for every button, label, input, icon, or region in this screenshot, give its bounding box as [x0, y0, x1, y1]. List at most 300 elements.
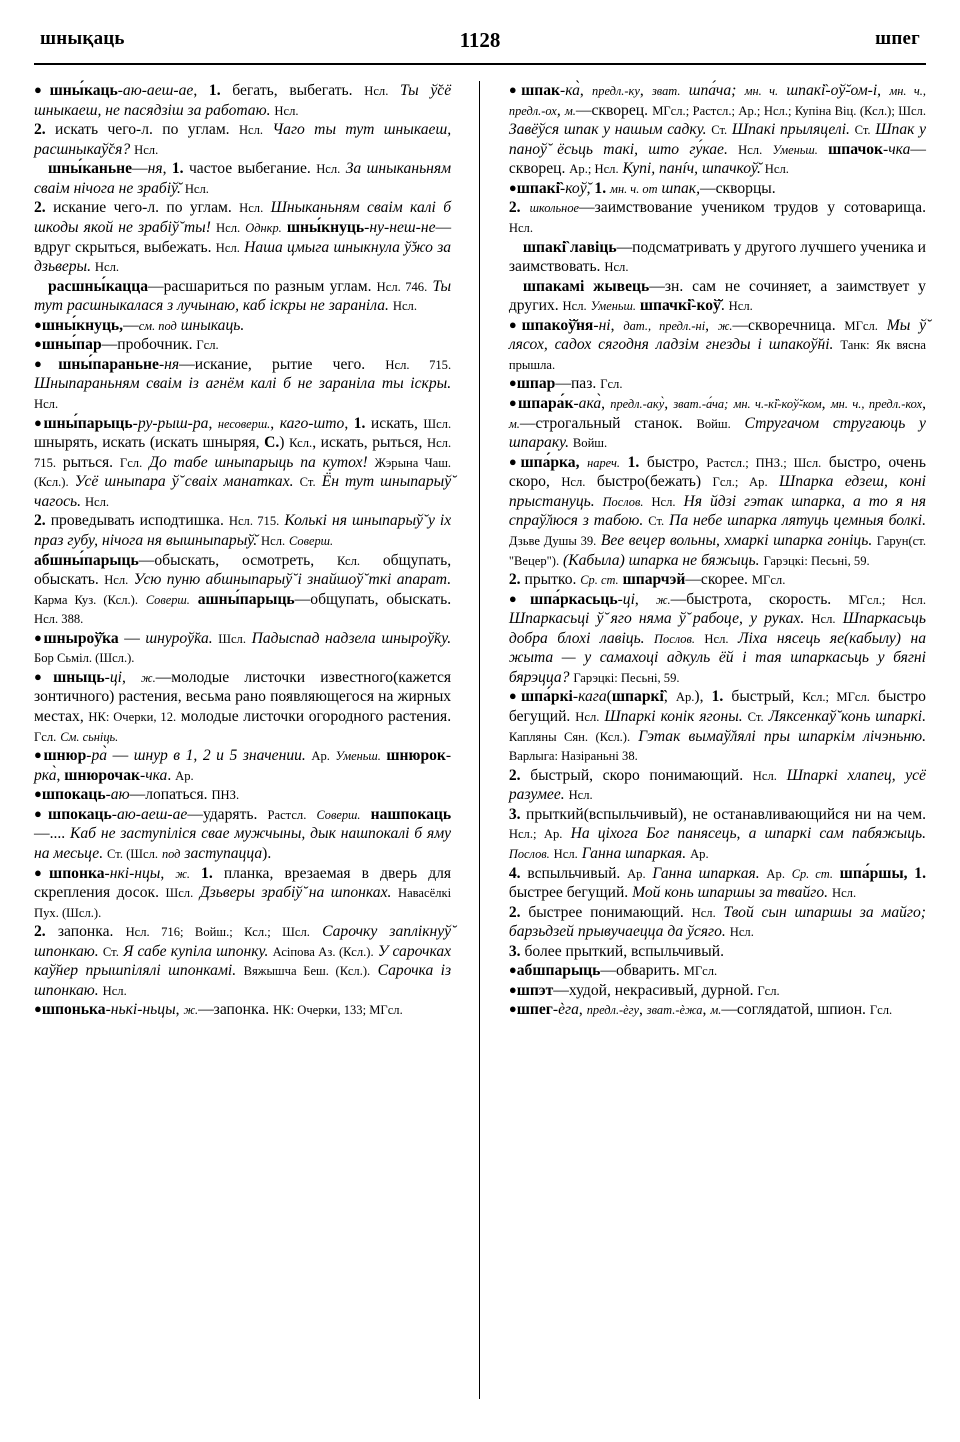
- sub-headword: шпарчэй: [622, 571, 686, 589]
- gloss-text: [562, 825, 570, 842]
- gloss-text: искание чего-л. по углам.: [45, 199, 240, 217]
- gloss-text: —лопаться.: [129, 786, 212, 804]
- gloss-text: прытко.: [520, 571, 581, 589]
- source-siglum: Ар.: [766, 866, 785, 881]
- sense-number: С.: [264, 434, 280, 452]
- grammar-label: нареч.: [587, 455, 621, 470]
- inflection: -аю-аеш-ае: [117, 82, 194, 99]
- gloss-text: быстрее понимающий.: [520, 903, 692, 921]
- headword: шпакоў̆ня: [521, 316, 594, 334]
- source-siglum: Ар.: [175, 768, 194, 783]
- gloss-text: бегать, выбегать.: [220, 82, 365, 99]
- source-siglum: Гсл.: [600, 377, 623, 392]
- gloss-text: ,: [639, 1001, 647, 1019]
- citation: Падыспад надзела шныроў̆ку.: [251, 629, 452, 647]
- header-rule: [34, 63, 926, 65]
- gloss-text: ,: [344, 414, 354, 432]
- sense-number: 2.: [508, 199, 521, 217]
- gloss-text: —: [107, 747, 134, 765]
- gloss-text: [306, 806, 316, 823]
- grammar-label: зват.-ѐжа: [646, 1003, 703, 1018]
- citation: Усю пуню абшныпарыў̆ і знайшоў̆ ткі апарат.: [133, 571, 452, 589]
- inflection: -чка: [140, 766, 168, 784]
- gloss-text: —скворцы.: [700, 179, 776, 197]
- citation: До табе шныпарыць па кутох!: [149, 453, 368, 471]
- citation: Шныпараньням сваім із агнём калі б не зараніла ты іскры.: [34, 375, 452, 393]
- source-siglum: Бор Сьміл. (Шсл.).: [34, 651, 135, 666]
- source-siglum: Ст.: [854, 123, 871, 138]
- gloss-text: ,: [556, 101, 565, 119]
- gloss-text: [645, 630, 654, 647]
- source-siglum: Нсл.: [392, 299, 417, 314]
- source-siglum: МГсл.; Нсл.: [848, 592, 926, 607]
- source-siglum: Ксл.: [336, 553, 361, 568]
- entry-bullet: ●: [34, 1001, 42, 1017]
- grammar-label: Соверш.: [316, 807, 361, 822]
- grammar-label: Однкр.: [245, 220, 282, 235]
- inflection: -ні: [593, 316, 611, 334]
- source-siglum: Шсл.: [165, 886, 194, 901]
- gloss-text: молодые листочки огородного растения.: [176, 708, 452, 725]
- source-siglum: Нсл.: [811, 612, 836, 627]
- inflection: -чка: [883, 140, 911, 158]
- source-siglum: Гарун(ст. "Вецер").: [508, 533, 926, 568]
- inflection: ня: [147, 160, 163, 178]
- source-siglum: Нсл.: [831, 886, 857, 901]
- page-number: 1128: [459, 28, 501, 52]
- citation: шнур в 1, 2 и 5 значении.: [133, 747, 306, 765]
- sense-number: 1.: [627, 453, 640, 471]
- sub-headword: шны́каньне: [48, 160, 133, 178]
- running-head: [34, 28, 926, 58]
- grammar-label: м.: [564, 103, 576, 118]
- gloss-text: ): [279, 434, 290, 452]
- gloss-text: [729, 630, 738, 647]
- grammar-label: ж.: [183, 1003, 199, 1018]
- gloss-text: [620, 454, 628, 471]
- gloss-text: [368, 454, 375, 471]
- headword: шпонька: [41, 1001, 106, 1019]
- grammar-label: предл.-ку: [592, 84, 640, 98]
- gloss-text: ,: [663, 688, 676, 706]
- citation: Шпаркасьць добра блохі лавіць.: [508, 610, 926, 647]
- entry-bullet: ●: [34, 336, 42, 352]
- source-siglum: МГсл.: [751, 573, 786, 588]
- gloss-text: [728, 141, 738, 158]
- gloss-text: [190, 865, 201, 882]
- citation: Ты ў̆сё шныкаеш, не пасядзіш за работаю.: [34, 82, 452, 119]
- citation: Каб не заступіліся свае мужчыны, дык нашпокалі б яму на месьце.: [34, 825, 452, 862]
- source-siglum: Нсл.: [568, 788, 593, 803]
- source-siglum: Нсл.: [94, 260, 120, 275]
- gloss-text: —скворец.: [575, 101, 653, 119]
- gloss-text: [878, 317, 887, 334]
- dictionary-entry: [34, 805, 451, 864]
- source-siglum: Гарэцкі: Песьні, 59.: [763, 553, 870, 568]
- source-siglum: Гсл.; Ар.: [712, 475, 768, 490]
- source-siglum: Войш.: [696, 416, 731, 431]
- inflection: -аю-аеш-ае: [111, 805, 188, 823]
- gutter-rule: [479, 81, 480, 1399]
- grammar-label: Послов.: [654, 631, 695, 646]
- citation: шпакі̏-оў̆-ом-і: [786, 82, 878, 99]
- source-siglum: Нсл.: [553, 846, 578, 861]
- gloss-text: быстрее бегущий.: [508, 884, 633, 902]
- dictionary-entry: [509, 590, 926, 688]
- sense-number: 2.: [508, 766, 521, 784]
- source-siglum: Шсл.: [423, 416, 452, 431]
- source-siglum: Капляны Сян. (Ксл.).: [508, 729, 631, 744]
- sense-number: 3.: [508, 805, 521, 823]
- grammar-label: Уменьш.: [772, 142, 818, 157]
- grammar-label: предл.-аку̀: [610, 397, 665, 411]
- sub-headword: расшны́кацца: [48, 277, 149, 295]
- dictionary-entry: [34, 81, 451, 316]
- grammar-label: Соверш.: [289, 533, 334, 548]
- gloss-text: ,: [270, 414, 280, 432]
- citation: Завёўся шпак у нашым садку.: [508, 121, 707, 139]
- column-left: [34, 81, 463, 1411]
- sense-number: 4.: [508, 864, 521, 882]
- entry-bullet: ●: [34, 805, 49, 821]
- sense-number: 1.: [711, 688, 724, 706]
- sense-number: 2.: [34, 923, 46, 941]
- running-head-right: шпег: [875, 28, 920, 49]
- gloss-text: быстро(бежать): [585, 473, 713, 491]
- source-siglum: Нсл.: [238, 123, 264, 138]
- source-siglum: Нсл.: [184, 181, 209, 196]
- gloss-text: —запонка.: [198, 1001, 274, 1019]
- source-siglum: Танк: Як вясна прышла.: [508, 338, 926, 372]
- gloss-text: ,: [56, 766, 65, 784]
- source-siglum: Нсл.: [604, 260, 629, 275]
- entry-bullet: ●: [508, 981, 517, 997]
- source-siglum: Нсл.: [728, 299, 753, 314]
- grammar-label: Послов.: [602, 494, 644, 509]
- grammar-label: зват.: [651, 84, 681, 98]
- gloss-text: .: [167, 766, 176, 784]
- gloss-text: быстрый, скоро понимающий.: [520, 766, 753, 784]
- gloss-text: [676, 493, 684, 510]
- citation: Сарочку заплікнуў̆ шпонкаю.: [34, 923, 452, 960]
- gloss-text: —скорее.: [685, 571, 752, 589]
- source-siglum: Гсл.: [869, 1003, 893, 1018]
- gloss-text: ,: [175, 1001, 184, 1019]
- sense-number: 3.: [508, 942, 521, 960]
- source-siglum: Вяжышча Беш. (Ксл.).: [243, 964, 371, 979]
- citation: Ляксенкаў̆ конь шпаркі.: [768, 708, 926, 725]
- gloss-text: вспыльчивый.: [520, 864, 628, 882]
- headword: шпак: [521, 82, 560, 99]
- citation: Шныканьням сваім калі б шкоды якой не зрабіў̆ ты!: [34, 199, 452, 236]
- inflection: -ка̀: [560, 82, 580, 99]
- gloss-text: [236, 962, 243, 979]
- headword: шны́каць: [49, 82, 118, 99]
- gloss-text: —паз.: [555, 375, 601, 393]
- entry-bullet: ●: [34, 316, 42, 332]
- gloss-text: [833, 865, 840, 882]
- source-siglum: Ар.; Нсл.: [569, 162, 619, 177]
- gloss-text: —вдруг скрыться, выбежать.: [34, 218, 452, 256]
- gloss-text: [731, 415, 745, 432]
- dictionary-entry: [509, 179, 926, 316]
- grammar-label: Ср. ст.: [791, 866, 833, 881]
- source-siglum: Нсл. 715.: [228, 514, 280, 529]
- source-siglum: Гсл.: [196, 338, 219, 353]
- source-siglum: Гарэцкі: Песьні, 59.: [573, 670, 680, 685]
- dictionary-entry: [509, 453, 926, 590]
- source-siglum: Нсл. 715.: [34, 436, 452, 470]
- source-siglum: Нсл.: [102, 983, 127, 998]
- sub-headword: абшны́парыць: [34, 551, 139, 569]
- entry-bullet: ●: [34, 414, 44, 430]
- dictionary-entry: [509, 394, 926, 453]
- gloss-text: ,: [193, 82, 209, 99]
- entry-bullet: ●: [508, 375, 517, 391]
- citation: каго-што: [279, 414, 345, 432]
- headword: шпэт: [516, 981, 554, 999]
- gloss-text: проведывать исподтишка.: [45, 512, 229, 530]
- entry-bullet: ●: [34, 786, 42, 802]
- gloss-text: запонка.: [45, 923, 126, 941]
- inflection: -нкі-нцы: [104, 864, 161, 882]
- grammar-label: мн. ч., предл.-кох: [830, 397, 923, 411]
- citation: Дзьверы зрабіў̆ на шпонках.: [199, 884, 392, 902]
- gloss-text: [818, 141, 828, 158]
- gloss-text: прыткий(вспыльчивый), не останавливающийся ни на чем.: [520, 805, 926, 823]
- gloss-text: [580, 454, 588, 471]
- dictionary-entry: [509, 1000, 926, 1020]
- source-siglum: Гсл.: [757, 983, 780, 998]
- grammar-label: мн. ч.: [744, 84, 779, 98]
- gloss-text: ,: [601, 395, 611, 412]
- source-siglum: ПНЗ.: [211, 788, 240, 803]
- gloss-text: .: [720, 297, 729, 315]
- sub-headword: шнюрочак: [64, 766, 141, 784]
- column-gutter: [463, 81, 497, 1411]
- gloss-text: общупать, обыскать.: [34, 551, 452, 589]
- dictionary-entry: [34, 335, 451, 355]
- headword: шпа́ркасьць: [530, 590, 618, 608]
- source-siglum: Жэрына Чаш. (Ксл.).: [34, 455, 452, 490]
- grammar-label: мн. ч., предл.-ох: [508, 84, 927, 118]
- gloss-text: —общупать, обыскать.: [294, 590, 452, 608]
- dictionary-entry: [509, 316, 926, 375]
- source-siglum: Нсл. 746.: [376, 279, 428, 294]
- entry-bullet: ●: [508, 453, 521, 469]
- headword: шпа́ркі: [520, 688, 573, 706]
- grammar-label: предл.-ѐгу: [586, 1003, 639, 1018]
- gloss-text: [836, 610, 843, 627]
- gloss-text: [138, 591, 146, 608]
- headword: шны́парыць: [43, 414, 133, 432]
- citation: Чаго ты тут шныкаеш, расшныкаў̆ся?: [34, 121, 452, 158]
- grammar-label: школьное: [529, 201, 580, 216]
- sub-headword: шпа́ршы,: [839, 864, 908, 882]
- dictionary-entry: [509, 687, 926, 961]
- source-siglum: Нсл.: [691, 905, 716, 920]
- dictionary-entry: [34, 1000, 451, 1020]
- gloss-text: искать чего-л. по углам.: [45, 121, 239, 139]
- headword: шпа́рка,: [520, 453, 580, 471]
- source-siglum: Ст.: [299, 475, 316, 490]
- source-siglum: Ст.: [648, 514, 665, 529]
- source-siglum: МГсл.: [683, 964, 718, 979]
- gloss-text: —зн. сам не сочиняет, а заимствует у других.: [508, 277, 926, 315]
- citation: заступацца: [184, 844, 263, 862]
- sub-headword: шпакі̏ лавіць: [522, 238, 617, 256]
- grammar-label: Ср. ст.: [580, 573, 619, 588]
- citation: Ня йдзі гэтак шпарка, а то я ня спраў̆люся з табою.: [508, 492, 926, 530]
- citation: Гэтак вымаў̆лялі пры шпаркім лічэньню.: [638, 727, 926, 745]
- entry-bullet: ●: [34, 747, 44, 763]
- gloss-text: ,: [122, 668, 142, 686]
- source-siglum: Ар.: [690, 846, 709, 861]
- gloss-text: —быстрота, скорость.: [670, 590, 849, 608]
- dictionary-entry: [34, 785, 451, 805]
- entry-bullet: ●: [508, 82, 522, 97]
- source-siglum: Нсл.: [561, 475, 586, 490]
- gloss-text: —....: [34, 825, 71, 843]
- citation: За шныканьням сваім нічога не зрабіў̆.: [34, 160, 452, 197]
- grammar-label: под: [161, 846, 181, 861]
- citation: Шпаркі хлапец, усё разумее.: [508, 766, 926, 804]
- citation: Ганна шпаркая.: [652, 864, 760, 882]
- citation: шныкаць.: [180, 316, 245, 334]
- source-siglum: Нсл.: [752, 768, 777, 783]
- entry-bullet: ●: [34, 629, 44, 645]
- gloss-text: ,: [208, 414, 218, 432]
- citation: Вее вецер вольны, хмаркі шпарка гоніць.: [600, 531, 873, 549]
- source-siglum: Нсл.: [651, 494, 676, 509]
- citation: Шпак у паноў̆ ёсьць такі, што гу́кае.: [508, 121, 926, 158]
- headword: шны́параньне: [58, 355, 159, 373]
- citation: Наша цмыга шныкнула ў̆жо за дзьверы.: [34, 238, 452, 276]
- gloss-text: ,: [877, 82, 890, 99]
- gloss-text: —соглядатой, шпион.: [721, 1001, 870, 1019]
- gloss-text: быстро бегущий.: [508, 688, 926, 725]
- citation: Шпаркасьці ў̆ яго няма ў̆ рабоце, у руках.: [508, 610, 805, 628]
- gloss-text: —ударять.: [187, 805, 268, 823]
- gloss-text: [695, 630, 704, 647]
- inflection: -ра̀: [86, 747, 108, 765]
- headword: шныроў̆ка: [43, 629, 119, 647]
- source-siglum: Нсл. 715.: [385, 357, 452, 372]
- gloss-text: —обыскать, осмотреть,: [138, 551, 337, 569]
- gloss-text: —подсматривать у другого лучшего ученика и заимствовать.: [508, 238, 926, 276]
- citation: Стругачом стругаюць у шпараку.: [508, 414, 926, 452]
- gloss-text: [388, 82, 400, 99]
- sense-number: 2.: [508, 903, 521, 921]
- dictionary-entry: [34, 864, 451, 1001]
- sense-number: 2.: [34, 512, 46, 530]
- source-siglum: Растсл.; ПНЗ.; Шсл.: [706, 455, 822, 470]
- source-siglum: Карма Куз. (Ксл.).: [34, 592, 139, 607]
- columns: [34, 81, 926, 1411]
- gloss-text: ,: [922, 395, 926, 412]
- running-head-left: шнықаць: [40, 28, 125, 49]
- gloss-text: —: [123, 316, 139, 334]
- grammar-label: м.: [710, 1003, 722, 1018]
- citation: Шпакі прыляцелі.: [731, 121, 850, 139]
- dictionary-entry: [509, 961, 926, 981]
- citation: шпак,: [661, 179, 700, 197]
- citation: Па небе шпарка лятуць цемныя болкі.: [669, 512, 926, 530]
- grammar-label: зват.-а́ча;: [673, 397, 729, 411]
- source-siglum: Нсл.: [239, 201, 264, 216]
- dictionary-entry: [34, 355, 451, 414]
- gloss-text: —искание, рытие чего.: [179, 355, 386, 373]
- dictionary-entry: [34, 668, 451, 746]
- dictionary-entry: [34, 316, 451, 336]
- gloss-text: ,: [610, 316, 624, 334]
- headword: шпар: [516, 375, 556, 393]
- gloss-text: —худой, некрасивый, дурной.: [553, 981, 758, 999]
- grammar-label: См. сьніць.: [60, 729, 119, 744]
- source-siglum: МГсл.; Растсл.; Ар.; Нсл.; Купіна Віц. (Ксл.); Шсл.: [652, 103, 926, 118]
- gloss-text: —: [118, 629, 146, 647]
- source-siglum: Ар.: [311, 749, 330, 764]
- citation: У сарочках каў̆нер прышпілялі шпонкамі.: [34, 942, 452, 980]
- entry-bullet: ●: [508, 1001, 517, 1017]
- gloss-text: (: [606, 688, 612, 706]
- gloss-text: рыться.: [56, 453, 120, 471]
- gloss-text: [190, 591, 198, 608]
- source-siglum: НК: Очерки, 133; МГсл.: [273, 1003, 403, 1018]
- gloss-text: —расшариться по разным углам.: [148, 277, 377, 295]
- source-siglum: Нсл.: [562, 299, 587, 314]
- sense-number: 2.: [34, 199, 46, 217]
- inflection: -кага: [572, 688, 607, 706]
- sense-number: 1.: [353, 414, 366, 432]
- entry-bullet: ●: [34, 355, 59, 371]
- entry-bullet: ●: [508, 688, 521, 704]
- grammar-label: Уменьш.: [335, 749, 381, 764]
- gloss-text: планка, врезаемая в дверь для скрепления досок.: [34, 864, 452, 902]
- gloss-text: ),: [694, 688, 712, 706]
- headword: шпокаць: [41, 786, 106, 804]
- inflection: -ці: [104, 668, 122, 686]
- sub-headword: шпакамі жывець: [522, 277, 650, 295]
- sense-number: 2.: [34, 121, 46, 139]
- dictionary-entry: [34, 629, 451, 668]
- grammar-label: дат., предл.-ні: [623, 318, 706, 333]
- citation: шпа́ча;: [688, 82, 737, 99]
- source-siglum: Нсл.: [104, 573, 129, 588]
- source-siglum: Гсл.: [34, 729, 57, 744]
- grammar-label: ж.: [717, 318, 733, 333]
- source-siglum: Нсл.: [274, 103, 299, 118]
- gloss-text: быстро,: [639, 453, 707, 471]
- gloss-text: [595, 493, 603, 510]
- grammar-label: ж.: [141, 670, 156, 685]
- headword: шны́пар: [41, 336, 102, 354]
- citation: Ён тут шныпарыў̆ чагось.: [34, 473, 452, 510]
- source-siglum: Нсл.: [508, 220, 533, 235]
- inflection: -аю: [105, 786, 130, 804]
- column-right: [497, 81, 926, 1411]
- citation: Шпаркі конік ягоны.: [604, 708, 743, 725]
- source-siglum: Нсл.: [738, 142, 763, 157]
- entry-bullet: ●: [508, 316, 522, 332]
- entry-bullet: ●: [34, 864, 50, 880]
- source-siglum: Ар.: [675, 690, 695, 705]
- source-siglum: Нсл.: [575, 710, 600, 724]
- source-siglum: Варлыга: Назіраньні 38.: [508, 749, 638, 764]
- grammar-label: м.: [508, 416, 520, 431]
- entry-bullet: ●: [508, 179, 517, 195]
- gloss-text: [762, 141, 772, 158]
